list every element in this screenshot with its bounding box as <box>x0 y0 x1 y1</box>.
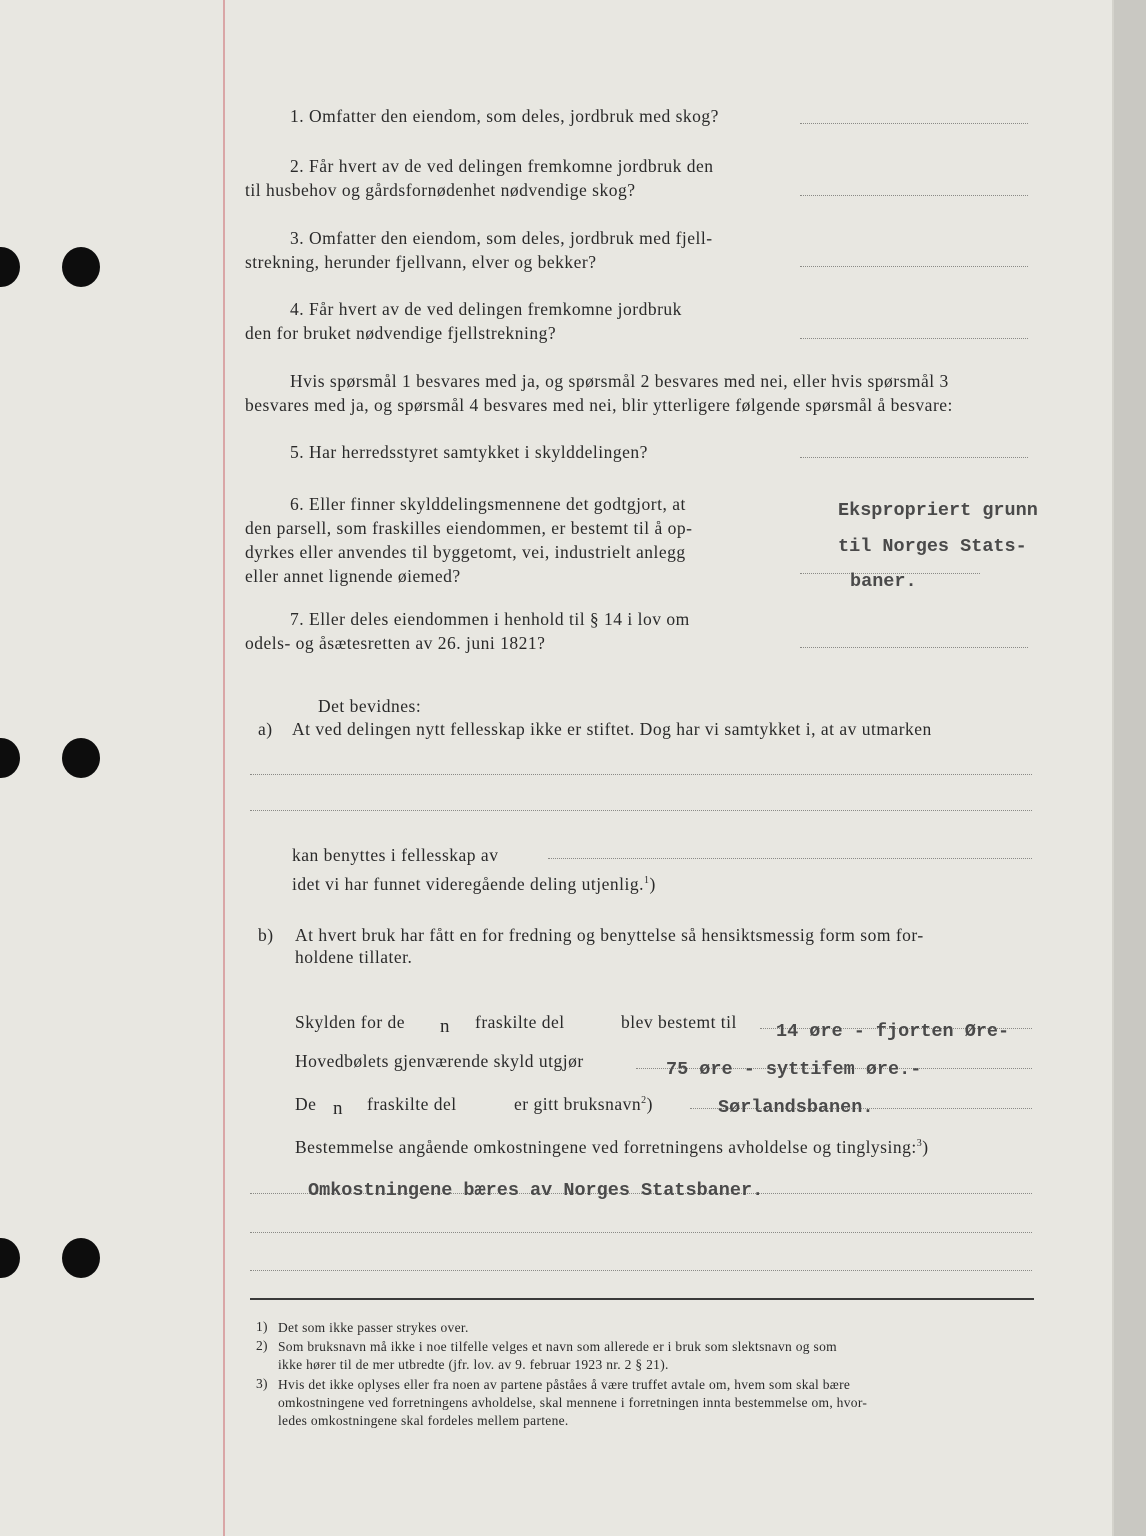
question-3-line-2: strekning, herunder fjellvann, elver og bekker? <box>245 252 597 272</box>
skyld-label-c: blev bestemt til <box>621 1012 737 1032</box>
hovedbol-value: 75 øre - syttifem øre.- <box>666 1059 922 1080</box>
question-4-line-1: 4. Får hvert av de ved delingen fremkomne jordbruk <box>290 299 682 319</box>
footnote-1-mark: 1) <box>256 1319 268 1334</box>
punch-hole <box>0 1238 20 1278</box>
fill-line <box>548 858 1032 859</box>
question-6-line-2: den parsell, som fraskilles eiendommen, er bestemt til å op- <box>245 518 693 538</box>
question-4-line-2: den for bruket nødvendige fjellstrekning? <box>245 323 557 343</box>
footnote-3-mark: 3) <box>256 1376 268 1391</box>
skyld-label-b: fraskilte del <box>475 1012 565 1032</box>
bruksnavn-label-c: er gitt bruksnavn$^2$) <box>514 1094 653 1114</box>
footnote-ref: 3 <box>916 1138 923 1150</box>
punch-hole <box>62 1238 100 1278</box>
question-6-line-4: eller annet lignende øiemed? <box>245 566 461 586</box>
question-2-line-2: til husbehov og gårdsfornødenhet nødvendige skog? <box>245 180 636 200</box>
red-margin-line <box>223 0 225 1536</box>
footnote-3-line-3: ledes omkostningene skal fordeles mellem partene. <box>278 1413 569 1428</box>
item-b-label: b) <box>258 925 274 945</box>
skyld-value: 14 øre - fjorten Øre- <box>776 1021 1010 1042</box>
question-5: 5. Har herredsstyret samtykket i skylddelingen? <box>290 442 648 462</box>
fill-line <box>250 1232 1032 1233</box>
footnote-divider <box>250 1298 1034 1300</box>
bruksnavn-label-b: fraskilte del <box>367 1094 457 1114</box>
answer-line <box>800 457 1028 458</box>
answer-line <box>800 647 1028 648</box>
condition-line-2: besvares med ja, og spørsmål 4 besvares med nei, blir ytterligere følgende spørsmål å besvare: <box>245 395 953 415</box>
idet-text: idet vi har funnet videregående deling utjenlig.$^1$) <box>292 874 656 894</box>
typed-answer-6-line-1: Ekspropriert grunn <box>838 500 1038 521</box>
bruksnavn-label-a: De <box>295 1094 317 1114</box>
footnote-ref: 2 <box>641 1095 647 1107</box>
typed-answer-6-line-2: til Norges Stats- <box>838 536 1027 557</box>
punch-hole <box>0 738 20 778</box>
item-a-label: a) <box>258 719 273 739</box>
condition-line-1: Hvis spørsmål 1 besvares med ja, og spørsmål 2 besvares med nei, eller hvis spørsmål 3 <box>290 371 949 391</box>
question-1: 1. Omfatter den eiendom, som deles, jordbruk med skog? <box>290 106 719 126</box>
bruksnavn-value: Sørlandsbanen. <box>718 1097 874 1118</box>
question-3-line-1: 3. Omfatter den eiendom, som deles, jordbruk med fjell- <box>290 228 713 248</box>
item-b-line-1: At hvert bruk har fått en for fredning og benyttelse så hensiktsmessig form som for- <box>295 925 924 945</box>
typed-answer-6-line-3: baner. <box>850 571 917 592</box>
omkostning-label: Bestemmelse angående omkostningene ved forretningens avholdelse og tinglysing:$^3$) <box>295 1137 929 1157</box>
footnote-3-line-2: omkostningene ved forretningens avholdelse, skal mennene i forretningen innta bestemmelse om, hvor- <box>278 1395 868 1410</box>
fellesskap-text: kan benyttes i fellesskap av <box>292 845 499 865</box>
question-7-line-2: odels- og åsætesretten av 26. juni 1821? <box>245 633 546 653</box>
bruksnavn-n-mark: n <box>333 1098 343 1119</box>
item-a-text: At ved delingen nytt fellesskap ikke er stiftet. Dog har vi samtykket i, at av utmarken <box>292 719 932 739</box>
footnote-2-line-2: ikke hører til de mer utbredte (jfr. lov. av 9. februar 1923 nr. 2 § 21). <box>278 1357 669 1372</box>
fill-line <box>250 774 1032 775</box>
question-2-line-1: 2. Får hvert av de ved delingen fremkomne jordbruk den <box>290 156 714 176</box>
fill-line <box>250 810 1032 811</box>
answer-line <box>800 123 1028 124</box>
bevidnes-heading: Det bevidnes: <box>318 696 422 716</box>
item-b-line-2: holdene tillater. <box>295 947 413 967</box>
fill-line <box>250 1270 1032 1271</box>
punch-hole <box>62 247 100 287</box>
footnote-2-mark: 2) <box>256 1338 268 1353</box>
punch-hole <box>0 247 20 287</box>
question-7-line-1: 7. Eller deles eiendommen i henhold til § 14 i lov om <box>290 609 690 629</box>
footnote-1-text: Det som ikke passer strykes over. <box>278 1320 469 1335</box>
answer-line <box>800 338 1028 339</box>
punch-hole <box>62 738 100 778</box>
footnote-ref: 1 <box>644 875 650 887</box>
question-6-line-1: 6. Eller finner skylddelingsmennene det godtgjort, at <box>290 494 686 514</box>
omkostning-value: Omkostningene bæres av Norges Statsbaner. <box>308 1180 764 1201</box>
answer-line <box>800 195 1028 196</box>
skyld-n-mark: n <box>440 1016 450 1037</box>
footnote-2-line-1: Som bruksnavn må ikke i noe tilfelle velges et navn som allerede er i bruk som slektsnavn og som <box>278 1339 837 1354</box>
answer-line <box>800 266 1028 267</box>
footnote-3-line-1: Hvis det ikke oplyses eller fra noen av partene påståes å være truffet avtale om, hvem som skal bære <box>278 1377 851 1392</box>
question-6-line-3: dyrkes eller anvendes til byggetomt, vei, industrielt anlegg <box>245 542 686 562</box>
hovedbol-label: Hovedbølets gjenværende skyld utgjør <box>295 1051 584 1071</box>
skyld-label-a: Skylden for de <box>295 1012 406 1032</box>
